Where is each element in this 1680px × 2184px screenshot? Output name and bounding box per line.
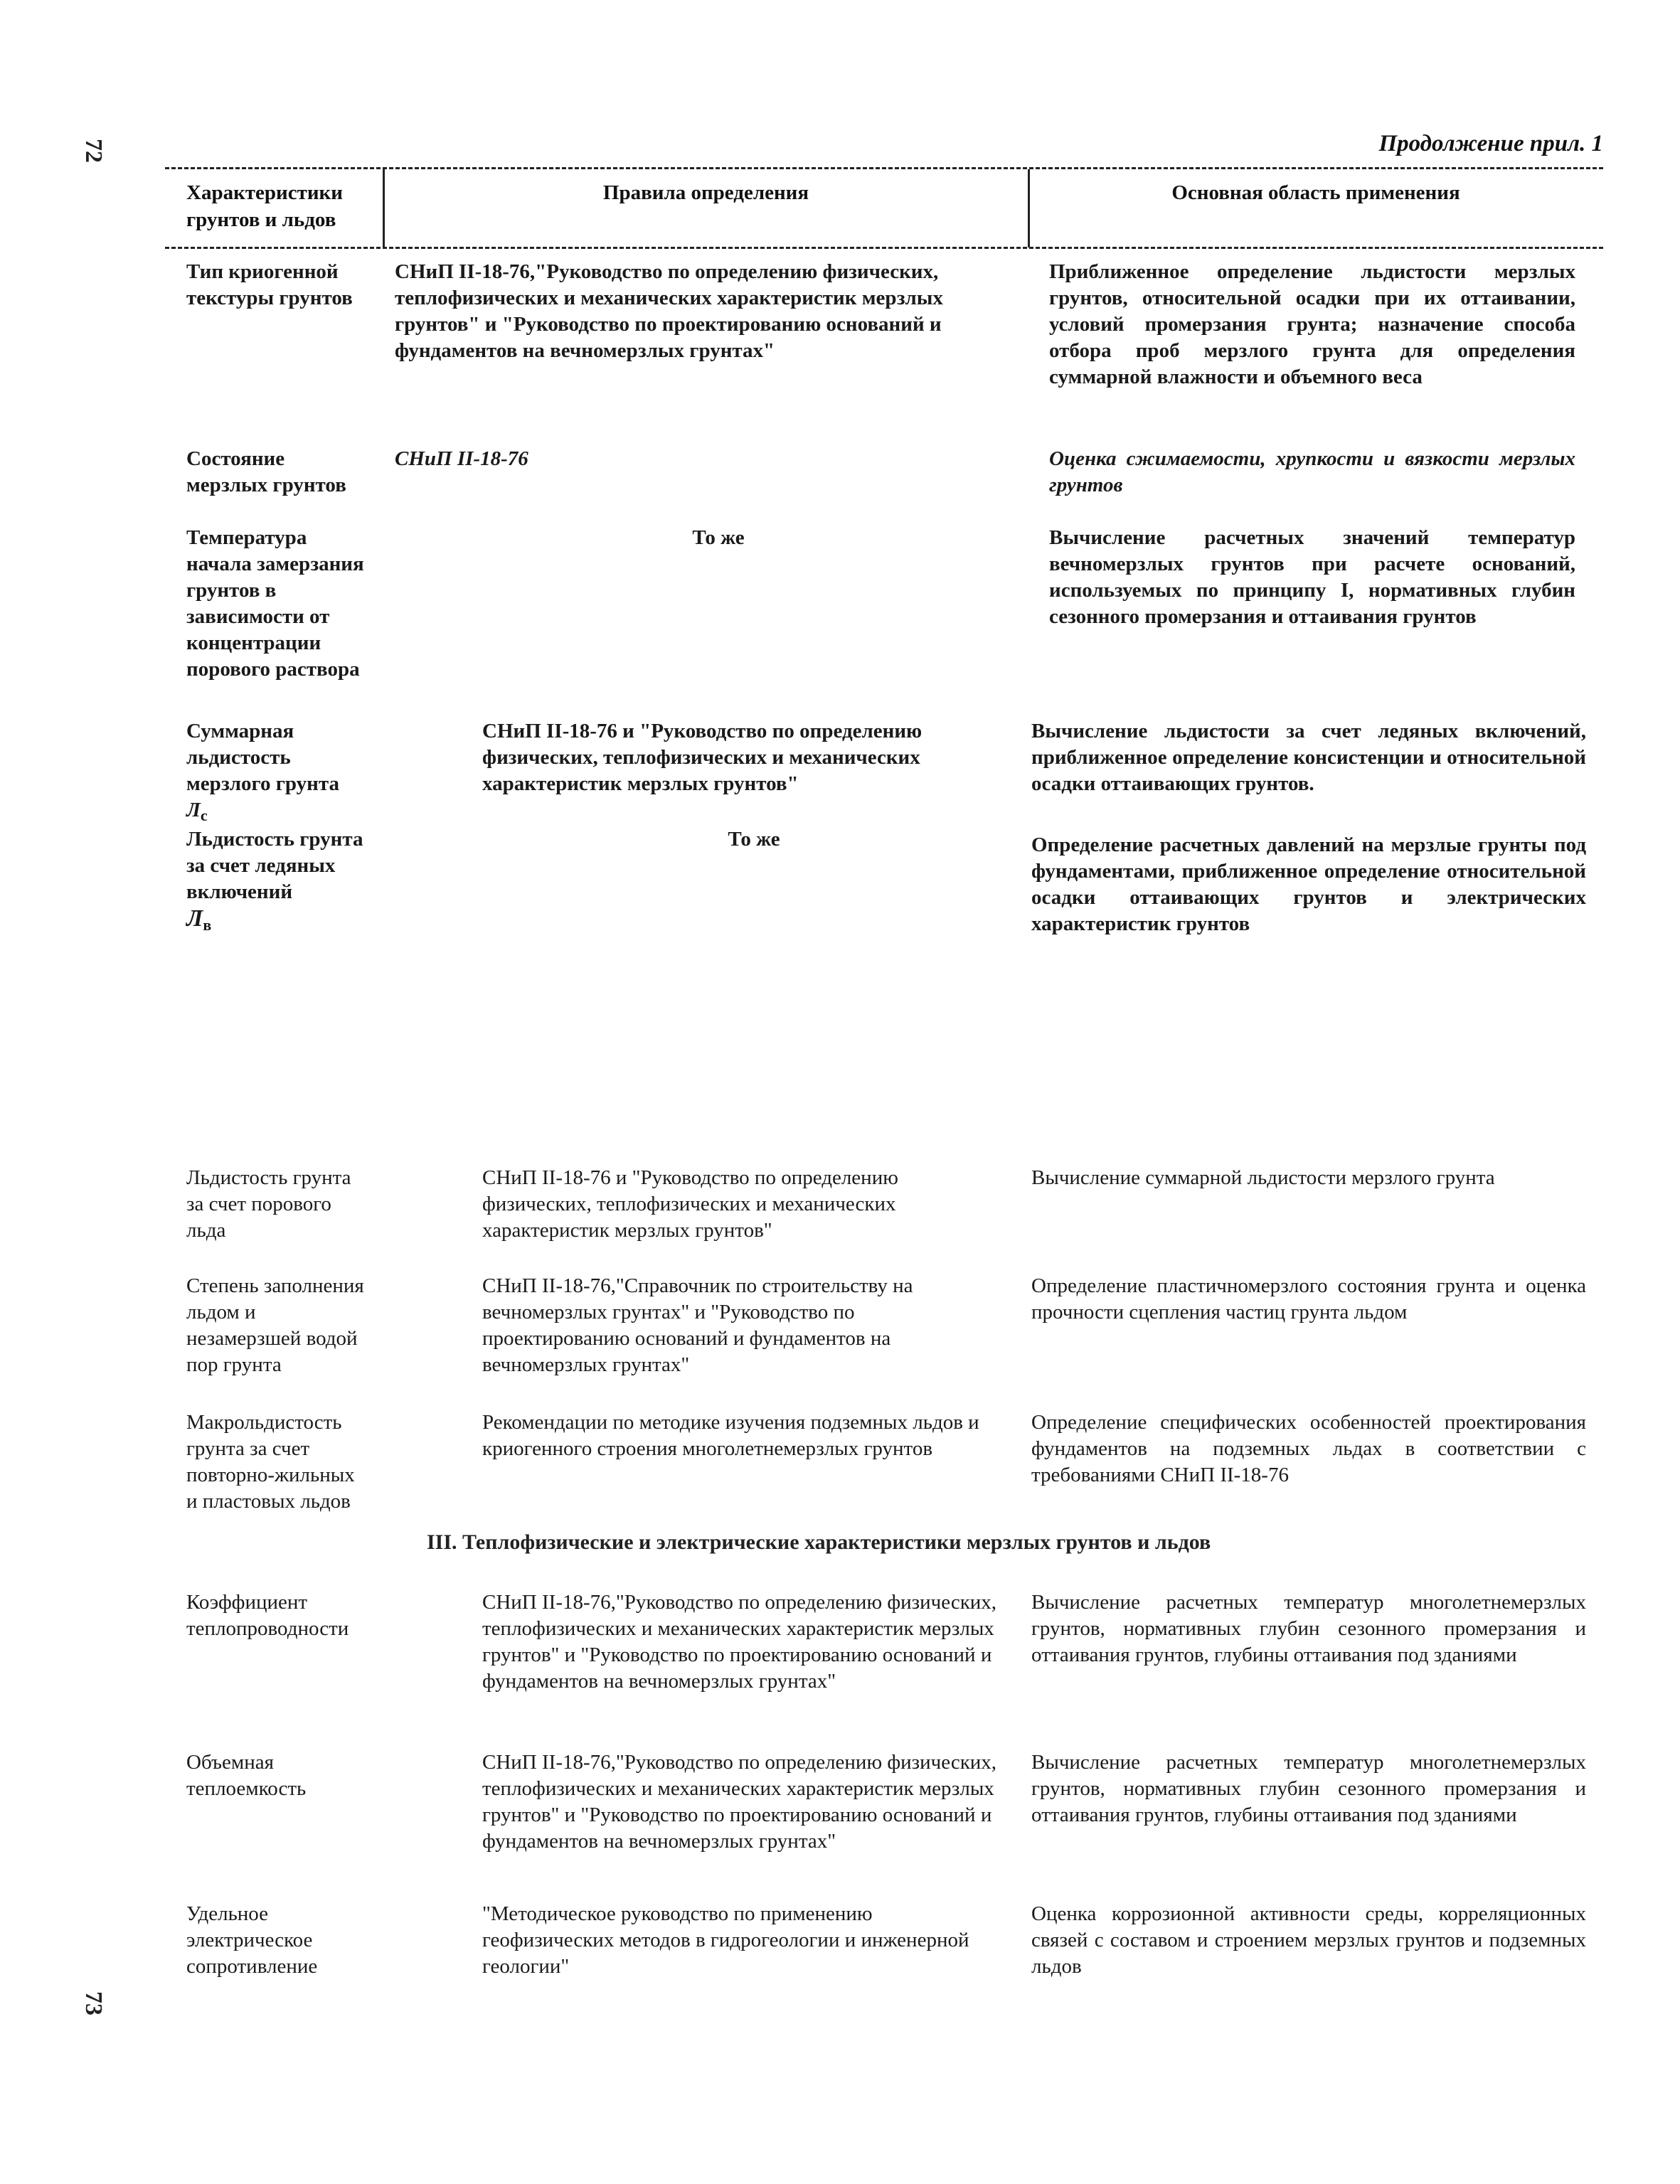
row-usage: Вычисление льдистости за счет ледяных включений, приближенное определение консистенции и относительной осадки оттаивающих грунтов. bbox=[1031, 720, 1586, 795]
row-usage: Вычисление расчетных температур многолетнемерзлых грунтов, нормативных глубин сезонного промерзания и оттаивания грунтов, глубины оттаивания под зданиями bbox=[1031, 1751, 1586, 1826]
row-characteristic bbox=[186, 826, 364, 938]
row-characteristic: Макрольдистость грунта за счет повторно-жильных и пластовых льдов bbox=[186, 1411, 355, 1513]
row-characteristic: Состояние мерзлых грунтов bbox=[186, 447, 346, 496]
row-usage: Определение расчетных давлений на мерзлые грунты под фундаментами, приближенное определение относительной осадки оттаивающих грунтов и электрических характеристик грунтов bbox=[1031, 833, 1586, 935]
header-col-characteristics: Характеристики грунтов и льдов bbox=[186, 181, 343, 231]
ice-content-symbol-sub: с bbox=[200, 806, 208, 824]
page-number-top: 72 bbox=[80, 139, 107, 163]
section-title: III. Теплофизические и электрические характеристики мерзлых грунтов и льдов bbox=[427, 1530, 1211, 1554]
row-rule: СНиП II-18-76,"Руководство по определению физических, теплофизических и механических характеристик мерзлых грунтов" и "Руководство по проектированию оснований и фундаментов на вечномерзлых грунтах" bbox=[482, 1591, 997, 1693]
row-usage: Вычисление расчетных значений температур вечномерзлых грунтов при расчете оснований, используемых по принципу I, нормативных глубин сезонного промерзания и оттаивания грунтов bbox=[1049, 526, 1575, 628]
row-rule: Рекомендации по методике изучения подземных льдов и криогенного строения многолетнемерзлых грунтов bbox=[482, 1411, 979, 1460]
ice-inclusion-symbol: Л bbox=[186, 905, 203, 932]
header-top-rule bbox=[165, 167, 1603, 169]
row-rule: СНиП II-18-76,"Справочник по строительству на вечномерзлых грунтах" и "Руководство по проектированию оснований и фундаментов на вечномерзлых грунтах" bbox=[482, 1274, 913, 1376]
row-characteristic: Тип криогенной текстуры грунтов bbox=[186, 260, 353, 309]
row-characteristic: Коэффициент теплопроводности bbox=[186, 1591, 349, 1640]
row-rule: СНиП II-18-76 bbox=[395, 447, 528, 470]
row-rule: СНиП II-18-76,"Руководство по определению физических, теплофизических и механических характеристик мерзлых грунтов" и "Руководство по проектированию оснований и фундаментов на вечномерзлых грунтах" bbox=[482, 1751, 997, 1853]
page-number-bottom: 73 bbox=[80, 1991, 107, 2015]
row-characteristic bbox=[186, 718, 364, 829]
header-col-usage: Основная область применения bbox=[1171, 181, 1460, 204]
row-characteristic: Степень заполнения льдом и незамерзшей водой пор грунта bbox=[186, 1274, 364, 1376]
row-usage: Оценка коррозионной активности среды, корреляционных связей с составом и строением мерзлых грунтов и подземных льдов bbox=[1031, 1902, 1586, 1978]
ice-content-symbol: Л bbox=[186, 799, 201, 821]
row-characteristic: Температура начала замерзания грунтов в зависимости от концентрации порового раствора bbox=[186, 526, 364, 681]
row-characteristic-text: Суммарная льдистость мерзлого грунта bbox=[186, 720, 339, 795]
header-divider-2 bbox=[1028, 169, 1030, 247]
row-rule: То же bbox=[728, 828, 780, 851]
row-characteristic: Удельное электрическое сопротивление bbox=[186, 1902, 318, 1978]
continuation-label: Продолжение прил. 1 bbox=[1378, 131, 1603, 156]
row-rule: "Методическое руководство по применению геофизических методов в гидрогеологии и инженерной геологии" bbox=[482, 1902, 969, 1978]
header-divider-1 bbox=[383, 169, 385, 247]
row-usage: Определение специфических особенностей проектирования фундаментов на подземных льдах в соответствии с требованиями СНиП II-18-76 bbox=[1031, 1411, 1586, 1486]
row-usage: Определение пластичномерзлого состояния грунта и оценка прочности сцепления частиц грунта льдом bbox=[1031, 1274, 1586, 1323]
row-rule: СНиП II-18-76 и "Руководство по определению физических, теплофизических и механических характеристик мерзлых грунтов" bbox=[482, 720, 923, 795]
header-bottom-rule bbox=[165, 247, 1603, 249]
row-rule: СНиП II-18-76,"Руководство по определению физических, теплофизических и механических характеристик мерзлых грунтов" и "Руководство по проектированию оснований и фундаментов на вечномерзлых грунтах" bbox=[395, 260, 943, 362]
row-rule: СНиП II-18-76 и "Руководство по определению физических, теплофизических и механических характеристик мерзлых грунтов" bbox=[482, 1166, 898, 1242]
header-col-rules: Правила определения bbox=[602, 181, 809, 204]
row-usage: Вычисление суммарной льдистости мерзлого грунта bbox=[1031, 1166, 1495, 1189]
row-usage: Оценка сжимаемости, хрупкости и вязкости мерзлых грунтов bbox=[1049, 447, 1575, 496]
row-rule: То же bbox=[692, 526, 745, 549]
row-characteristic: Льдистость грунта за счет порового льда bbox=[186, 1166, 351, 1242]
row-characteristic: Объемная теплоемкость bbox=[186, 1751, 307, 1800]
ice-inclusion-symbol-sub: в bbox=[203, 916, 212, 934]
row-usage: Приближенное определение льдистости мерзлых грунтов, относительной осадки при их оттаивании, условий промерзания грунта; назначение способа отбора проб мерзлого грунта для определения суммарной влажности и объемного веса bbox=[1049, 260, 1575, 388]
row-characteristic-text: Льдистость грунта за счет ледяных включений bbox=[186, 828, 363, 903]
row-usage: Вычисление расчетных температур многолетнемерзлых грунтов, нормативных глубин сезонного промерзания и оттаивания грунтов, глубины оттаивания под зданиями bbox=[1031, 1591, 1586, 1666]
